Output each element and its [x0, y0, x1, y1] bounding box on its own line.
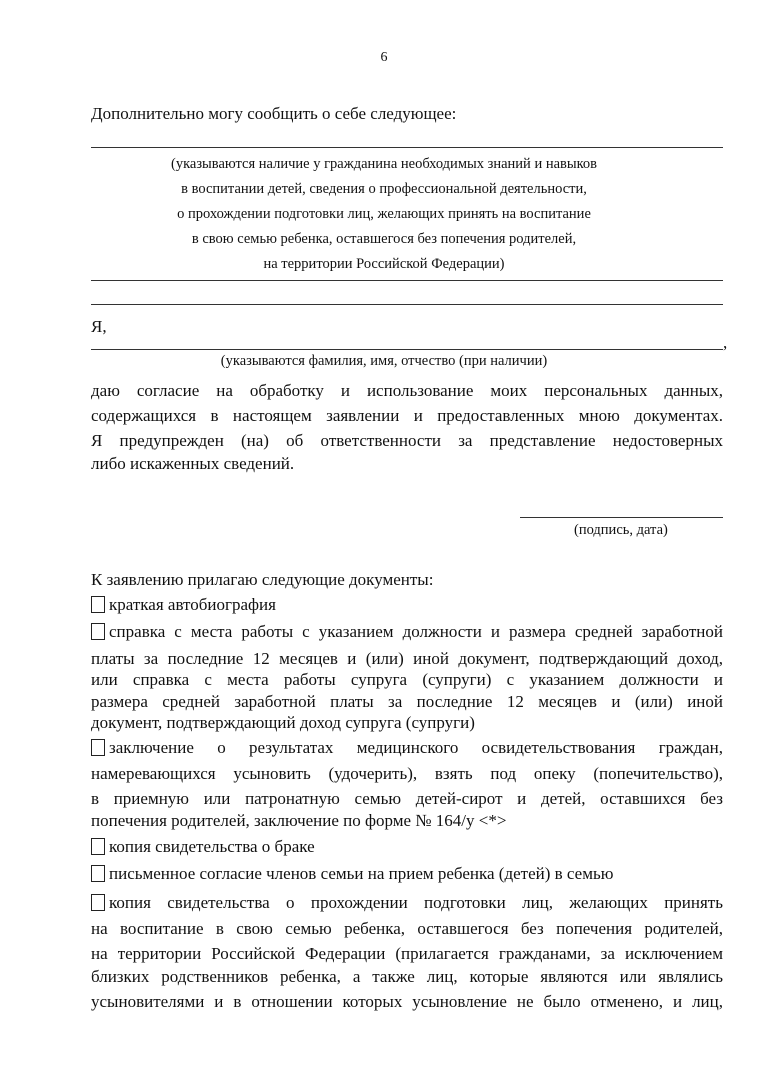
- checkbox[interactable]: [91, 623, 105, 640]
- doc-text-line: платы за последние 12 месяцев и (или) иной документ, подтверждающий доход,: [91, 649, 723, 668]
- info-line: [91, 304, 723, 305]
- doc-text: письменное согласие членов семьи на прием ребенка (детей) в семью: [109, 864, 614, 883]
- doc-text-line: близких родственников ребенка, а также лиц, которые являются или являлись: [91, 967, 723, 986]
- info-note: [0, 152, 768, 277]
- signature-line: [520, 517, 723, 518]
- doc-text: копия свидетельства о прохождении подготовки лиц, желающих принять: [109, 893, 723, 912]
- checkbox[interactable]: [91, 865, 105, 882]
- name-note: (указываются фамилия, имя, отчество (при наличии): [220, 353, 548, 369]
- signature-caption: (подпись, дата): [574, 522, 668, 538]
- ya-label: Я,: [91, 317, 107, 336]
- info-line: [91, 280, 723, 281]
- checkbox[interactable]: [91, 838, 105, 855]
- consent-line: даю согласие на обработку и использование моих персональных данных,: [91, 381, 723, 400]
- info-note-line: (указываются наличие у гражданина необходимых знаний и навыков: [170, 156, 598, 172]
- doc-text-line: в приемную или патронатную семью детей-сирот и детей, оставшихся без: [91, 789, 723, 808]
- doc-text-line: или справка с места работы супруга (супруги) с указанием должности и: [91, 670, 723, 689]
- doc-item: [91, 837, 315, 857]
- page-number: 6: [380, 50, 388, 65]
- doc-text: копия свидетельства о браке: [109, 837, 315, 856]
- checkbox[interactable]: [91, 739, 105, 756]
- info-note-line: в свою семью ребенка, оставшегося без попечения родителей,: [191, 231, 577, 247]
- info-line: [91, 147, 723, 148]
- doc-text-line: намеревающихся усыновить (удочерить), взять под опеку (попечительство),: [91, 764, 723, 783]
- doc-item: [91, 738, 723, 758]
- info-note-line: на территории Российской Федерации): [263, 256, 505, 272]
- doc-text-line: на воспитание в свою семью ребенка, оставшегося без попечения родителей,: [91, 919, 723, 938]
- doc-item: [91, 595, 276, 615]
- doc-text-line: на территории Российской Федерации (прилагается гражданами, за исключением: [91, 944, 723, 963]
- doc-text-line: усыновителями и в отношении которых усыновление не было отменено, и лиц,: [91, 992, 723, 1011]
- info-note-line: в воспитании детей, сведения о профессиональной деятельности,: [181, 181, 587, 197]
- name-line-comma: ,: [723, 333, 728, 352]
- consent-line: Я предупрежден (на) об ответственности за представление недостоверных: [91, 431, 723, 450]
- intro-line: Дополнительно могу сообщить о себе следующее:: [91, 104, 457, 123]
- checkbox[interactable]: [91, 894, 105, 911]
- info-note-line: о прохождении подготовки лиц, желающих принять на воспитание: [177, 206, 591, 222]
- consent-line: либо искаженных сведений.: [91, 454, 295, 473]
- doc-item: [91, 864, 613, 884]
- doc-item: [91, 893, 723, 913]
- checkbox[interactable]: [91, 596, 105, 613]
- doc-text-line: документ, подтверждающий доход супруга (супруги): [91, 713, 475, 732]
- doc-item: [91, 622, 723, 642]
- doc-text: заключение о результатах медицинского освидетельствования граждан,: [109, 738, 723, 757]
- doc-text-line: размера средней заработной платы за последние 12 месяцев и (или) иной: [91, 692, 723, 711]
- name-line: [91, 349, 723, 350]
- consent-line: содержащихся в настоящем заявлении и предоставленных мною документах.: [91, 406, 723, 425]
- doc-text: краткая автобиография: [109, 595, 276, 614]
- attach-heading: К заявлению прилагаю следующие документы:: [91, 570, 434, 589]
- doc-text: справка с места работы с указанием должности и размера средней заработной: [109, 622, 723, 641]
- doc-text-line: попечения родителей, заключение по форме № 164/у <*>: [91, 811, 507, 830]
